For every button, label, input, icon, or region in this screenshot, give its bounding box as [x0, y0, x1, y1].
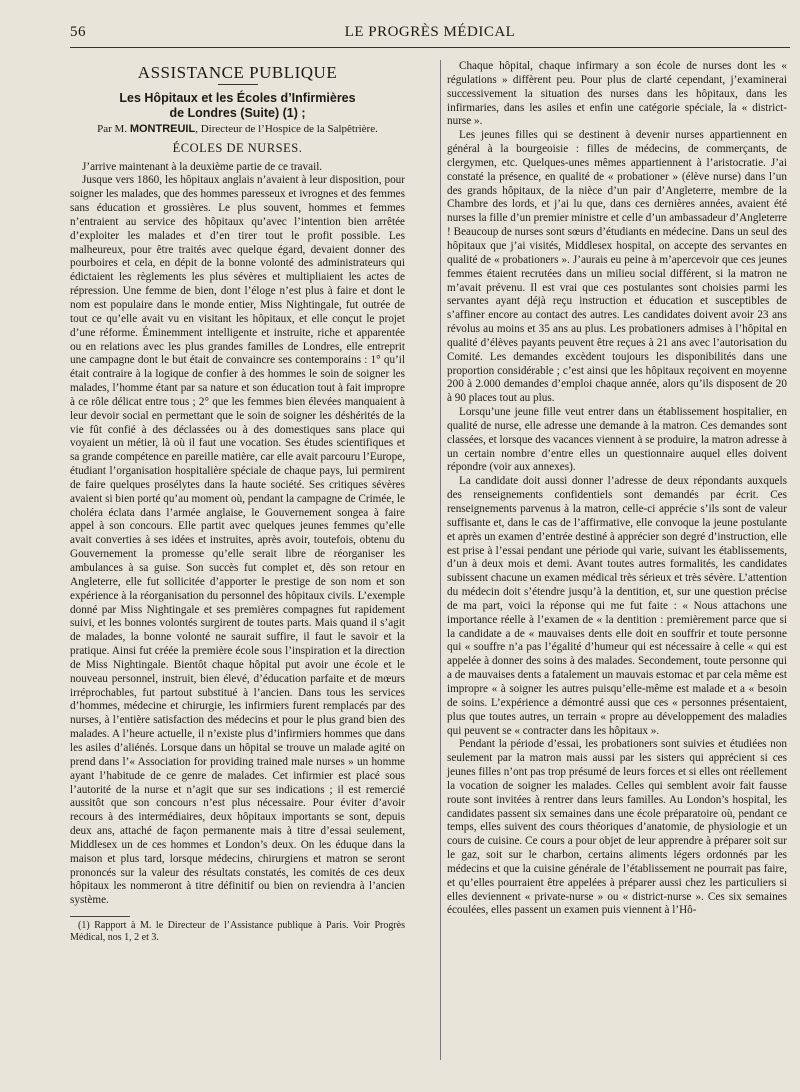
- header-rule: [70, 47, 790, 48]
- article-title-line-2: de Londres (Suite) (1) ;: [169, 105, 306, 120]
- page-number: 56: [70, 24, 86, 40]
- subheading: ÉCOLES DE NURSES.: [172, 140, 303, 155]
- section-title: ASSISTANCE PUBLIQUE: [137, 63, 338, 82]
- paragraph: Chaque hôpital, chaque infirmary a son école de nurses dont les « régulations » diffèrent peu. Pour plus de clarté cependant, j’examinerai successivement la situation des nurses dans les hôpitaux, dans les infirmaries, dans les asiles et enfin une catégorie spéciale, la « district-nurse ».: [447, 60, 787, 128]
- paragraph: Pendant la période d’essai, les probationers sont suivies et étudiées non seulement par la matron mais aussi par les sisters qui apprécient si ces jeunes filles n’ont pas trop présumé de leurs forces et si elles ont réellement la vocation de soigner les malades. Celles qui semblent avoir fait fausse route sont invitées à rentrer dans leurs familles. Au London’s hospital, les candidates passent six semaines dans une école préparatoire où, pendant ce temps, elles suivent des cours théoriques d’anatomie, de physiologie et un cours de cuisine. Ce cours a pour objet de leur apprendre à préparer soit sur le gaz, soit sur le charbon, certains aliments légers ordonnés par les médecins et que la cuisine générale de l’établissement ne pourrait pas faire, et qu’elles pourraient être appelées à préparer aussi chez les particuliers si elles deviennent « private-nurse » ou « district-nurse ». Ces six semaines écoulées, elles passent un examen puis viennent à l’Hô-: [447, 738, 787, 917]
- article-title: [70, 91, 405, 121]
- footnote: (1) Rapport à M. le Directeur de l’Assistance publique à Paris. Voir Progrès Médical, nos 1, 2 et 3.: [70, 920, 405, 944]
- article-title-line-1: Les Hôpitaux et les Écoles d’Infirmières: [119, 90, 356, 105]
- right-column: [447, 60, 787, 918]
- byline: [70, 123, 405, 137]
- section-rule: [218, 84, 258, 85]
- byline-author: MONTREUIL: [129, 122, 196, 135]
- journal-title: LE PROGRÈS MÉDICAL: [344, 24, 516, 40]
- paragraph: Les jeunes filles qui se destinent à devenir nurses appartiennent en général à la bourgeoisie : filles de médecins, de commerçants, de clergymen, etc. Quelques-unes mêmes appartiennent à l’aristocratie. J’ai constaté la présence, en qualité de « probationer » (élève nurse) dans l’un des grands hôpitaux, de la nièce d’un pair d’Angleterre, membre de la Chambre des lords, et j’ai lu que, dans ces dernières années, avaient été nurses la fille d’un premier ministre et celle d’un ambassadeur d’Angleterre ! Beaucoup de nurses sont sœurs d’étudiants en médecine. Dans un seul des hôpitaux que j’ai visités, Middlesex hospital, on accepte des servantes en qualité de « probationers ». J’aurais eu peine à m’apercevoir que ces jeunes femmes étaient recrutées dans un milieu social différent, si la matron ne m’avait prévenu. Il est vrai que ces postulantes sont choisies parmi les servantes ayant déjà reçu instruction et éducation et susceptibles de s’affiner encore au contact des autres. Les candidates doivent avoir 23 ans révolus au moins et 35 ans au plus. Les probationers admises à l’hôpital en qualité d’élèves payants peuvent être reçues à 21 ans avec l’autorisation du Comité. Les demandes excèdent toujours les disponibilités dans une proportion considérable ; c’est ainsi que les hôpitaux reçoivent en moyenne 200 à 2.000 demandes d’emploi chaque année, alors qu’ils disposent de 20 à 90 places tout au plus.: [447, 129, 787, 405]
- left-column: [70, 60, 405, 944]
- footnote-rule: [70, 916, 130, 917]
- paragraph: Lorsqu’une jeune fille veut entrer dans un établissement hospitalier, en qualité de nurse, elle adresse une demande à la matron. Ces demandes sont classées, et lorsque des vacances viennent à se produire, la matron adresse à un certain nombre d’entre elles un questionnaire auquel elles doivent répondre (voir aux annexes).: [447, 406, 787, 474]
- byline-prefix: Par M.: [97, 122, 128, 135]
- column-divider: [440, 60, 441, 1060]
- paragraph: La candidate doit aussi donner l’adresse de deux répondants auxquels des renseignements confidentiels sont demandés par écrit. Ces renseignements parvenus à la matron, celle-ci apprécie s’ils sont de valeur suffisante et, dans le cas de l’affirmative, elle convoque la jeune postulante et après un examen d’entrée destiné à apprécier son degré d’instruction, elle est prise à l’essai pendant une période qui varie, suivant les établissements, d’un à deux mois et demi. Avant toutes autres formalités, les candidates subissent chacune un examen médical très sérieux et très sévère. L’attention du médecin doit s’étendre jusqu’à la dentition, et, sur une question précise de ma part, voici la réponse qui me fut faite : « Nous attachons une importance réelle à l’examen de « la dentition : premièrement parce que si la candidate a de « mauvaises dents elle doit en souffrir et toute personne qui « souffre n’a pas l’égalité d’humeur qui est nécessaire à celle « qui est appelée à donner des soins à des malades. Secondement, toute personne qui a de mauvaises dents a fatalement un mauvais estomac et par cela même est impropre « à soigner les autres puisqu’elle-même est malade et a « besoin de soins. L’expérience a démontré aussi que ces « personnes présentaient, plus que toutes autres, un terrain « propre au développement des maladies qui peuvent se « contracter dans les hôpitaux ».: [447, 475, 787, 737]
- byline-suffix: , Directeur de l’Hospice de la Salpêtrière.: [195, 122, 378, 135]
- paragraph: Jusque vers 1860, les hôpitaux anglais n’avaient à leur disposition, pour soigner les malades, que des hommes paresseux et ivrognes et des femmes sans éducation et grossières. Le plus souvent, hommes et femmes n’entraient au service des hôpitaux qu’avec l’intention bien arrêtée d’exploiter les malades et d’en tirer tout le profit possible. Les malheureux, pour être traités avec quelque égard, devaient donner des pourboires et cela, en dépit de la bonne volonté des administrateurs qui édictaient les règlements les plus sévères et multipliaient les actes de répression. Une femme de bien, dont l’éloge n’est plus à faire et dont le nom est populaire dans le monde entier, Miss Nightingale, fut outrée de tout ce qu’elle avait vu en visitant les hôpitaux, et elle conçut le projet d’une réforme. Éminemment intelligente et instruite, riche et apparentée ou en relations avec les plus grandes familles de Londres, elle entreprit une campagne dont le but était de convaincre ses contemporains : 1° qu’il était contraire à la logique de confier à des hommes le soin de soigner les malades, l’homme étant par sa nature et son éducation tout à fait impropre à ce rôle délicat entre tous ; 2° que les femmes bien élevées manquaient à leur devoir social en permettant que le soin de soigner les déshérités de la vie fût confié à des déclassées ou à des domestiques sans place qui voyaient un métier, là où il faut une vocation. Ses études scientifiques et sa grande compétence en pareille matière, car elle avait parcouru l’Europe, étudiant l’organisation hospitalière spéciale de chaque pays, lui permirent de faire quelques prosélytes dans la haute société. Ses critiques sévères avaient si bien porté qu’au moment où, pendant la campagne de Crimée, le choléra éclata dans l’armée anglaise, le Gouvernement songea à faire appel à son concours. Elle partit avec quelques jeunes femmes qu’elle avait converties à ses idées et instruites, après avoir, toutefois, obtenu du Gouvernement la promesse qu’elle serait libre de réorganiser les ambulances à sa guise. Son succès fut complet et, dès son retour en Angleterre, elle fut sollicitée d’apporter le prestige de son nom et son expérience à la réorganisation du personnel des hôpitaux civils. L’exemple donné par Miss Nightingale et ses premières compagnes fut rapidement suivi, et les bonnes volontés surgirent de toutes parts. Mais quand il s’agit de malades, la bonne volonté ne saurait suffire, il faut le savoir et la pratique. Ainsi fut créée la première école sous l’inspiration et la direction de Miss Nightingale. Bientôt chaque hôpital put avoir une école et le nouveau personnel, instruit, bien élevé, d’éducation parfaite et de mœurs irréprochables, fut partout substitué à l’ancien. Dans tous les services d’hommes, médecine et chirurgie, les infirmiers furent remplacés par des nurses, à l’entière satisfaction des médecins et pour le plus grand bien des malades. A l’heure actuelle, il n’existe plus d’infirmiers hommes que dans les asiles d’aliénés. Lorsque dans un hôpital se trouve un malade agité on prend dans l’« Association for providing trained male nurses » un homme ayant l’habitude de ce genre de malades. Cet infirmier est placé sous l’autorité de la nurse et n’agit que sur ses indications ; il est remercié aussitôt que son concours n’est plus nécessaire. Pour éviter d’avoir recours à des intermédiaires, deux hôpitaux importants se sont, depuis deux ans, attaché de façon permanente mais à titre d’essai seulement, Middlesex un de ces hommes et London’s deux. On les éduque dans la maison et plus tard, lorsque médecins, chirurgiens et matron se seront prononcés sur la valeur des résultats constatés, les comités de ces deux hôpitaux les nommeront à titre définitif ou bien on reviendra à l’ancien système.: [70, 174, 405, 907]
- paragraph: J’arrive maintenant à la deuxième partie de ce travail.: [82, 160, 323, 173]
- page-header: [70, 24, 790, 46]
